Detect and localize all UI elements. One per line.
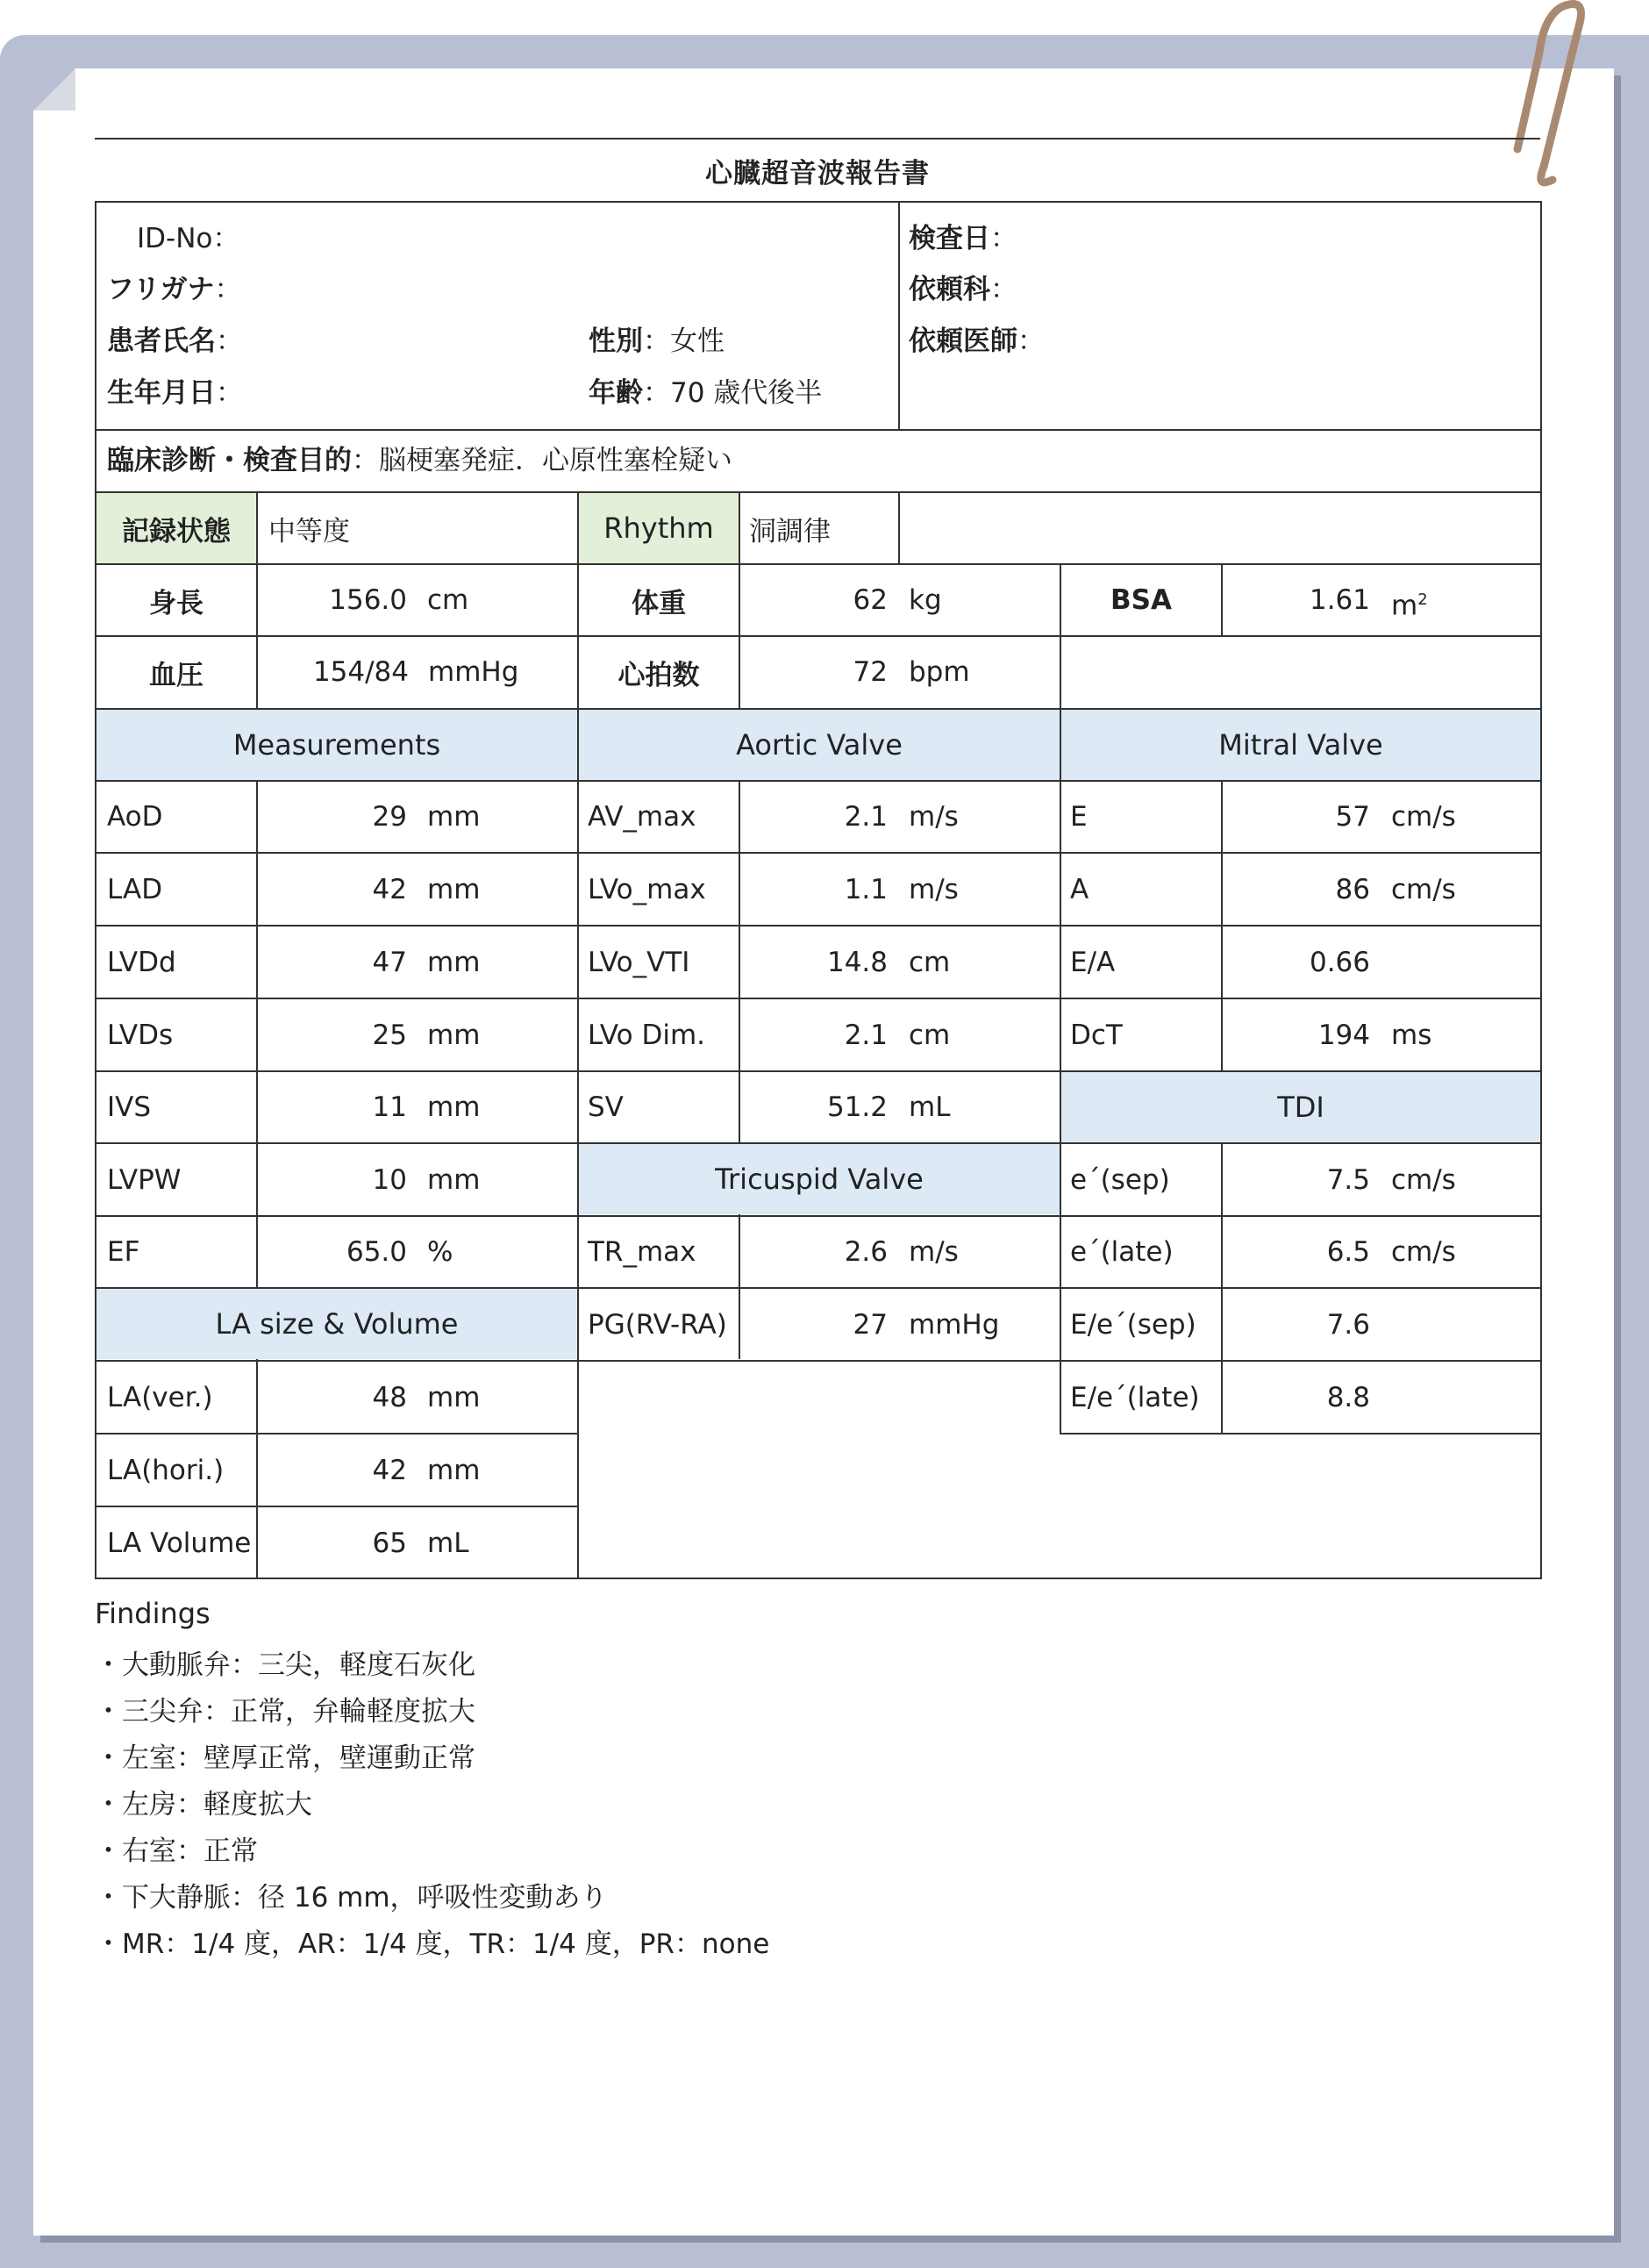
e-prime-late-value: 6.5 — [1326, 1236, 1370, 1268]
mitral-a-value: 86 — [1335, 874, 1370, 905]
e-over-e-late-value: 8.8 — [1326, 1382, 1370, 1413]
pg-unit: mmHg — [909, 1309, 1000, 1341]
rhythm-label: Rhythm — [579, 493, 739, 563]
finding-item: ・右室：正常 — [95, 1835, 258, 1867]
e-prime-late-unit: cm/s — [1391, 1236, 1456, 1268]
mitral-e-unit: cm/s — [1391, 801, 1456, 833]
finding-item: ・大動脈弁：三尖，軽度石灰化 — [95, 1649, 475, 1681]
e-over-e-late-label: E/e´(late) — [1070, 1382, 1200, 1413]
sv-unit: mL — [909, 1091, 951, 1123]
lad-label: LAD — [107, 874, 163, 905]
lvdd-value: 47 — [372, 947, 407, 978]
weight-unit: kg — [909, 584, 942, 616]
measurements-header: Measurements — [96, 710, 577, 780]
rhythm-value: 洞調律 — [749, 515, 831, 547]
tr-max-unit: m/s — [909, 1236, 959, 1268]
blood-pressure-value: 154/84 — [312, 656, 409, 688]
la-size-header: LA size & Volume — [96, 1289, 577, 1359]
e-over-e-sep-label: E/e´(sep) — [1070, 1309, 1196, 1341]
tdi-header: TDI — [1061, 1072, 1540, 1142]
la-volume-unit: mL — [427, 1528, 469, 1559]
doctor-label: 依頼医師： — [909, 326, 1045, 357]
height-unit: cm — [427, 584, 469, 616]
pg-value: 27 — [853, 1309, 888, 1341]
lvo-dim-unit: cm — [909, 1020, 951, 1051]
patient-name-label: 患者氏名： — [107, 326, 243, 357]
header-rule — [95, 138, 1540, 140]
lvo-max-label: LVo_max — [588, 874, 706, 905]
diagnosis-field: 臨床診断・検査目的：脳梗塞発症．心原性塞栓疑い — [107, 445, 732, 476]
heart-rate-unit: bpm — [909, 656, 970, 688]
lad-value: 42 — [372, 874, 407, 905]
lvpw-unit: mm — [427, 1164, 481, 1196]
lad-unit: mm — [427, 874, 481, 905]
blood-pressure-label: 血圧 — [149, 659, 203, 691]
pg-label: PG(RV-RA) — [588, 1309, 727, 1341]
bsa-value: 1.61 — [1309, 584, 1370, 616]
lvds-label: LVDs — [107, 1020, 174, 1051]
aod-label: AoD — [107, 801, 163, 833]
dct-label: DcT — [1070, 1020, 1123, 1051]
dct-value: 194 — [1317, 1020, 1370, 1051]
page-fold — [33, 68, 75, 111]
lvo-vti-unit: cm — [909, 947, 951, 978]
heart-rate-value: 72 — [853, 656, 888, 688]
la-ver-unit: mm — [427, 1382, 481, 1413]
lvo-vti-label: LVo_VTI — [588, 947, 690, 978]
la-hori-unit: mm — [427, 1455, 481, 1486]
tr-max-value: 2.6 — [844, 1236, 888, 1268]
lvdd-unit: mm — [427, 947, 481, 978]
lvo-max-unit: m/s — [909, 874, 959, 905]
aod-unit: mm — [427, 801, 481, 833]
sv-value: 51.2 — [826, 1091, 888, 1123]
record-status-value: 中等度 — [268, 515, 350, 547]
weight-label: 体重 — [632, 587, 686, 619]
lvds-value: 25 — [372, 1020, 407, 1051]
record-status-label: 記録状態 — [96, 493, 256, 563]
lvds-unit: mm — [427, 1020, 481, 1051]
tr-max-label: TR_max — [588, 1236, 696, 1268]
department-label: 依頼科： — [909, 274, 1017, 305]
mitral-e-label: E — [1070, 801, 1088, 833]
ea-ratio-label: E/A — [1070, 947, 1116, 978]
aod-value: 29 — [372, 801, 407, 833]
la-volume-value: 65 — [372, 1528, 407, 1559]
exam-date-label: 検査日： — [909, 223, 1017, 254]
lvo-vti-value: 14.8 — [826, 947, 888, 978]
furigana-label: フリガナ： — [107, 274, 242, 305]
age-field: 年齢：70 歳代後半 — [589, 377, 823, 409]
height-value: 156.0 — [329, 584, 407, 616]
e-prime-sep-value: 7.5 — [1326, 1164, 1370, 1196]
height-label: 身長 — [149, 587, 203, 619]
mitral-e-value: 57 — [1335, 801, 1370, 833]
e-over-e-sep-value: 7.6 — [1326, 1309, 1370, 1341]
la-ver-value: 48 — [372, 1382, 407, 1413]
lvdd-label: LVDd — [107, 947, 176, 978]
lvo-dim-value: 2.1 — [844, 1020, 888, 1051]
e-prime-late-label: e´(late) — [1070, 1236, 1174, 1268]
ivs-unit: mm — [427, 1091, 481, 1123]
mitral-a-unit: cm/s — [1391, 874, 1456, 905]
av-max-unit: m/s — [909, 801, 959, 833]
finding-item: ・左室：壁厚正常，壁運動正常 — [95, 1742, 475, 1774]
av-max-value: 2.1 — [844, 801, 888, 833]
ef-unit: % — [427, 1236, 453, 1268]
e-prime-sep-label: e´(sep) — [1070, 1164, 1170, 1196]
aortic-valve-header: Aortic Valve — [579, 710, 1060, 780]
patient-divider — [898, 201, 900, 430]
la-volume-label: LA Volume — [107, 1528, 252, 1559]
ivs-value: 11 — [372, 1091, 407, 1123]
ef-label: EF — [107, 1236, 140, 1268]
ivs-label: IVS — [107, 1091, 152, 1123]
finding-item: ・左房：軽度拡大 — [95, 1789, 312, 1821]
page-title: 心臓超音波報告書 — [705, 158, 930, 190]
heart-rate-label: 心拍数 — [617, 659, 700, 691]
sv-label: SV — [588, 1091, 624, 1123]
mitral-valve-header: Mitral Valve — [1061, 710, 1540, 780]
lvo-max-value: 1.1 — [844, 874, 888, 905]
findings-title: Findings — [95, 1597, 211, 1630]
tricuspid-valve-header: Tricuspid Valve — [579, 1144, 1060, 1214]
dct-unit: ms — [1391, 1020, 1432, 1051]
blood-pressure-unit: mmHg — [428, 656, 519, 688]
la-hori-value: 42 — [372, 1455, 407, 1486]
bsa-unit: $m^2$ — [1391, 590, 1428, 622]
lvpw-value: 10 — [372, 1164, 407, 1196]
sex-field: 性別：女性 — [589, 326, 725, 357]
ef-value: 65.0 — [346, 1236, 407, 1268]
finding-item: ・下大静脈：径 16 mm，呼吸性変動あり — [95, 1882, 608, 1914]
finding-item: ・MR：1/4 度，AR：1/4 度，TR：1/4 度，PR：none — [95, 1928, 770, 1960]
e-prime-sep-unit: cm/s — [1391, 1164, 1456, 1196]
finding-item: ・三尖弁：正常，弁輪軽度拡大 — [95, 1696, 475, 1728]
ea-ratio-value: 0.66 — [1309, 947, 1370, 978]
birth-date-label: 生年月日： — [107, 377, 243, 409]
lvpw-label: LVPW — [107, 1164, 182, 1196]
mitral-a-label: A — [1070, 874, 1089, 905]
la-hori-label: LA(hori.) — [107, 1455, 225, 1486]
weight-value: 62 — [853, 584, 888, 616]
av-max-label: AV_max — [588, 801, 696, 833]
bsa-label: BSA — [1110, 584, 1172, 616]
lvo-dim-label: LVo Dim. — [588, 1020, 706, 1051]
la-ver-label: LA(ver.) — [107, 1382, 213, 1413]
id-label: ID-No： — [137, 223, 240, 254]
